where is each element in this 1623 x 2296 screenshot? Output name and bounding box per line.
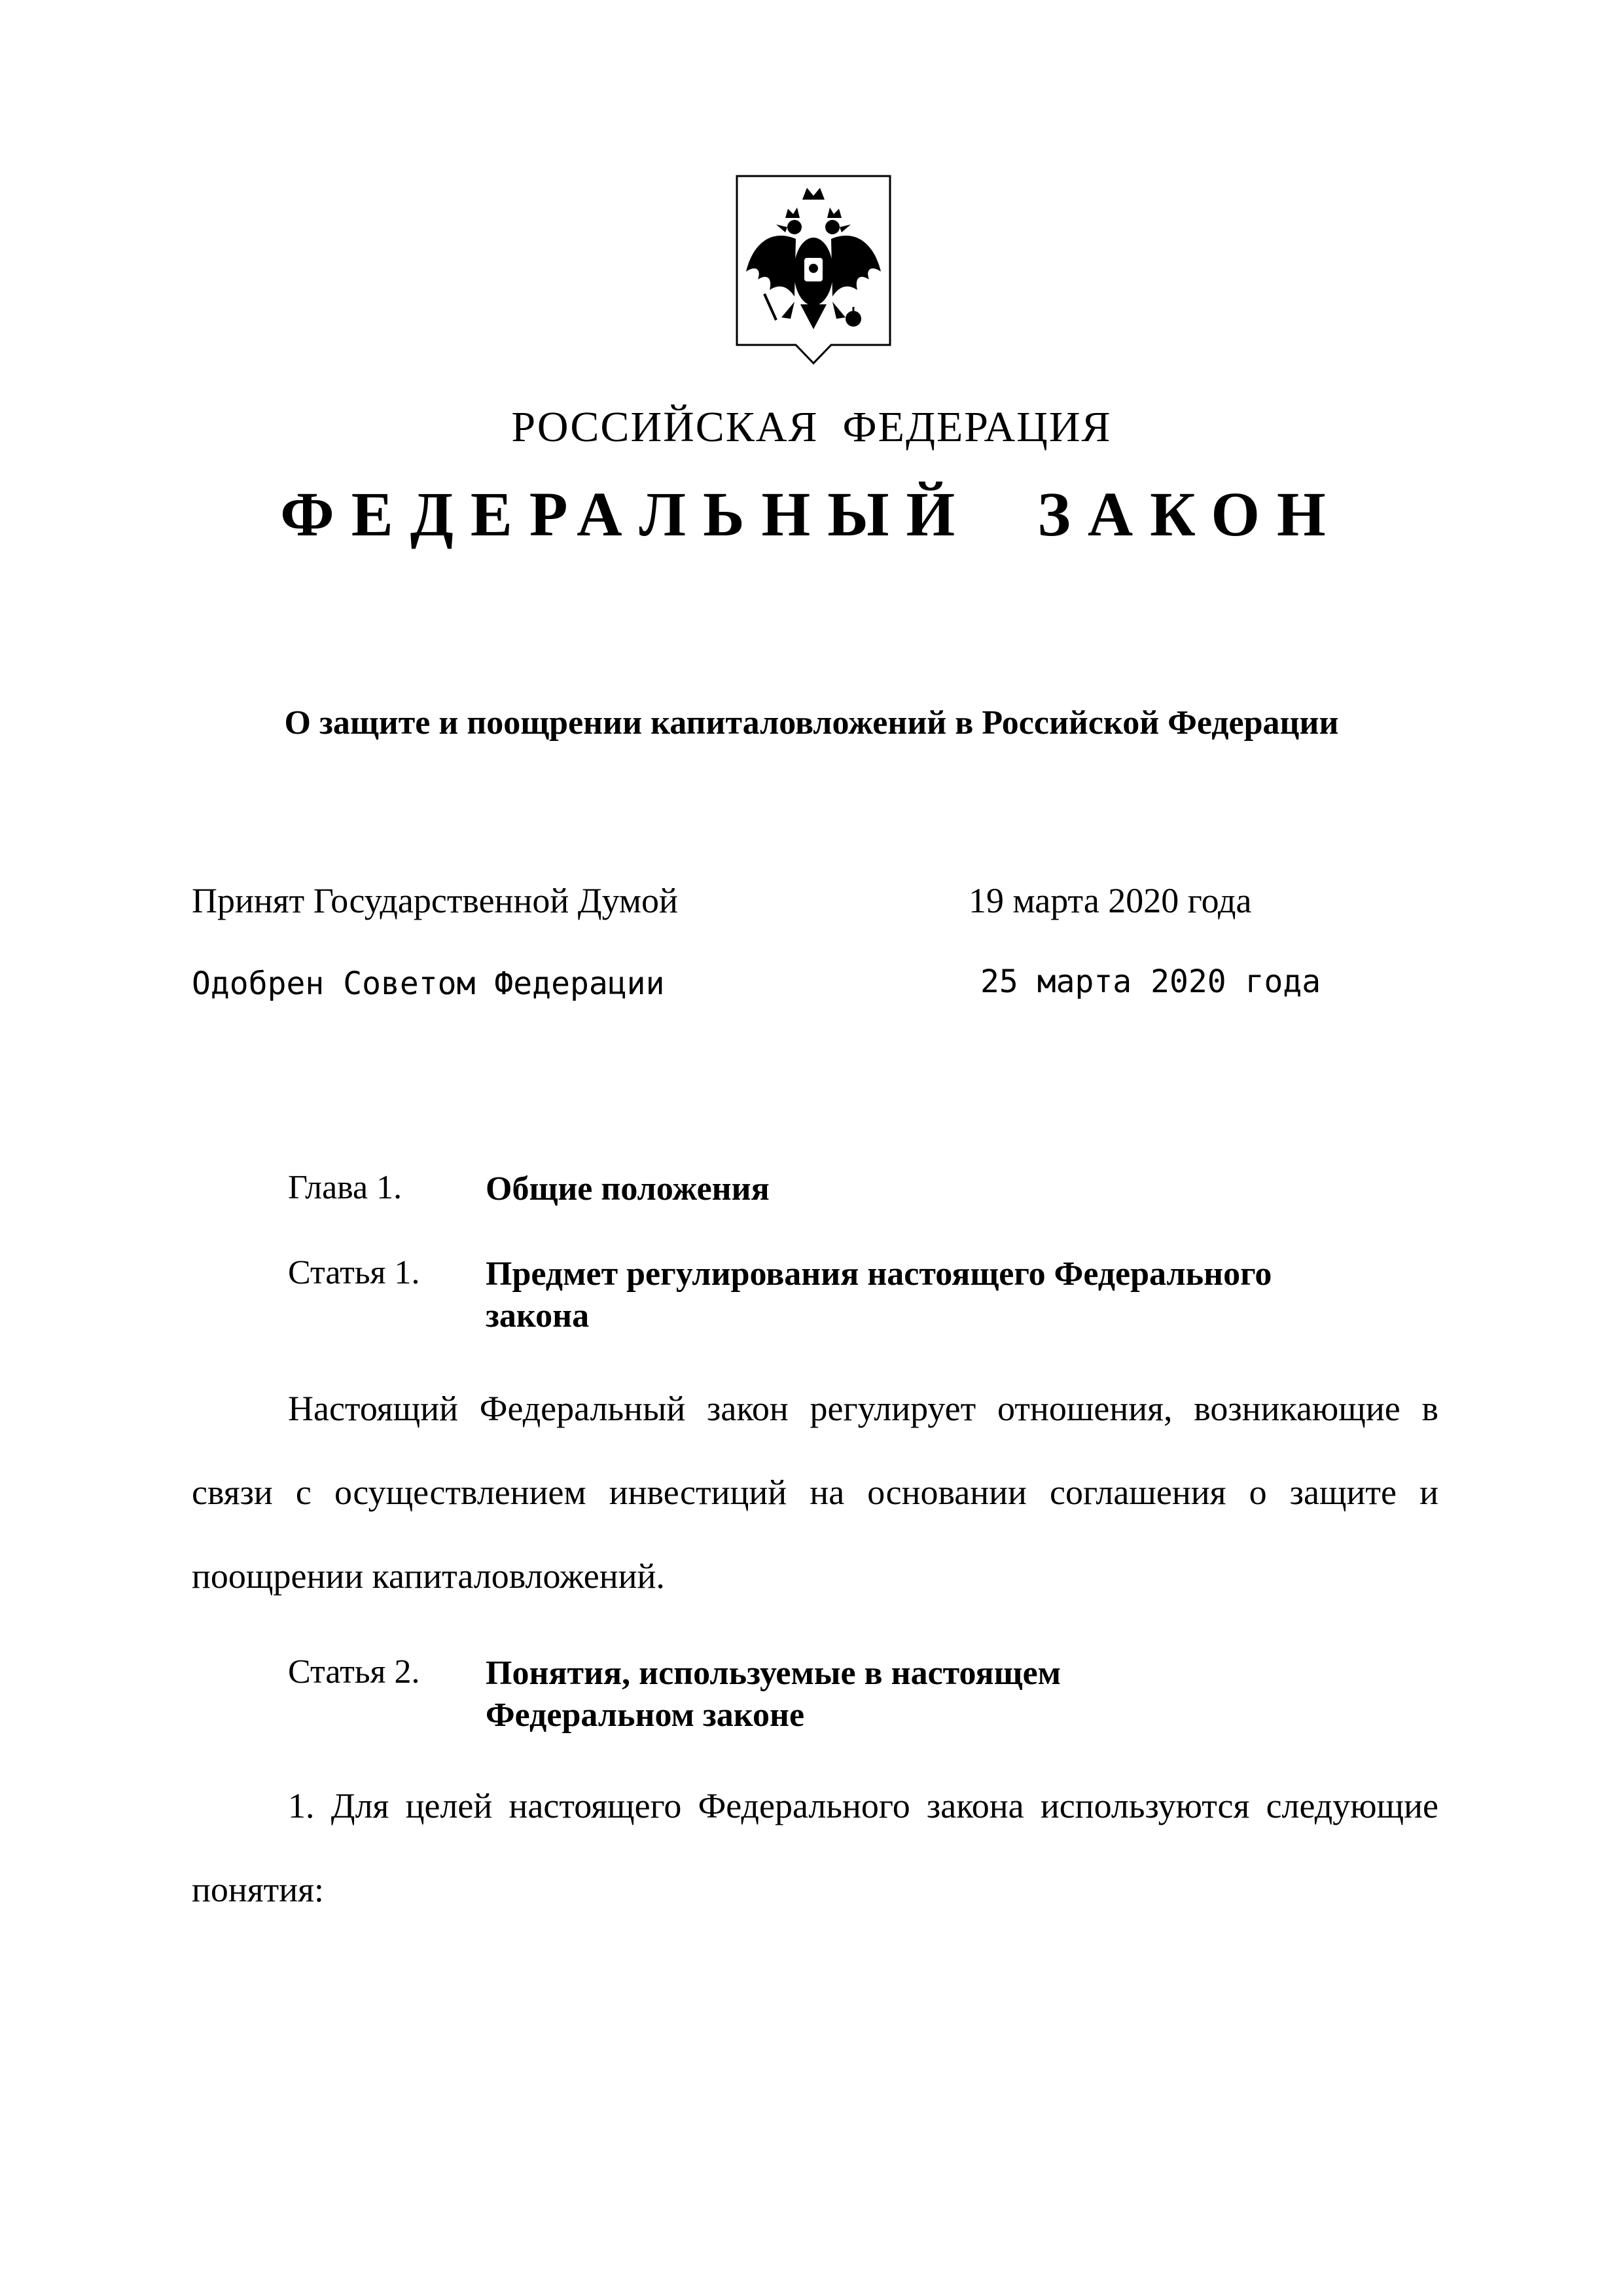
chapter-label: Глава 1. xyxy=(288,1169,402,1206)
country-heading: РОССИЙСКАЯ ФЕДЕРАЦИЯ xyxy=(511,403,1112,451)
article-label: Статья 1. xyxy=(288,1254,420,1291)
article-label: Статья 2. xyxy=(288,1653,420,1691)
duma-adoption-date: 19 марта 2020 года xyxy=(969,881,1252,920)
article-title: Предмет регулирования настоящего Федерального закона xyxy=(486,1255,1272,1335)
law-title: О защите и поощрении капиталовложений в Российской Федерации xyxy=(284,704,1339,742)
law-type-heading: ФЕДЕРАЛЬНЫЙ ЗАКОН xyxy=(280,479,1343,549)
chapter-title: Общие положения xyxy=(486,1170,770,1208)
article-title: Понятия, используемые в настоящем Федеральном законе xyxy=(486,1655,1061,1734)
article-2-text: 1. Для целей настоящего Федерального закона используются следующие понятия: xyxy=(192,1786,1438,1909)
russian-coat-of-arms-icon xyxy=(732,173,895,370)
duma-adoption-label: Принят Государственной Думой xyxy=(192,881,678,920)
article-1-text: Настоящий Федеральный закон регулирует отношения, возникающие в связи с осуществлением инвестиций на основании соглашения о защите и поощрении капиталовложений. xyxy=(192,1389,1438,1596)
council-approval-label: Одобрен Советом Федерации xyxy=(192,965,665,1002)
council-approval-date: 25 марта 2020 года xyxy=(980,963,1321,1000)
